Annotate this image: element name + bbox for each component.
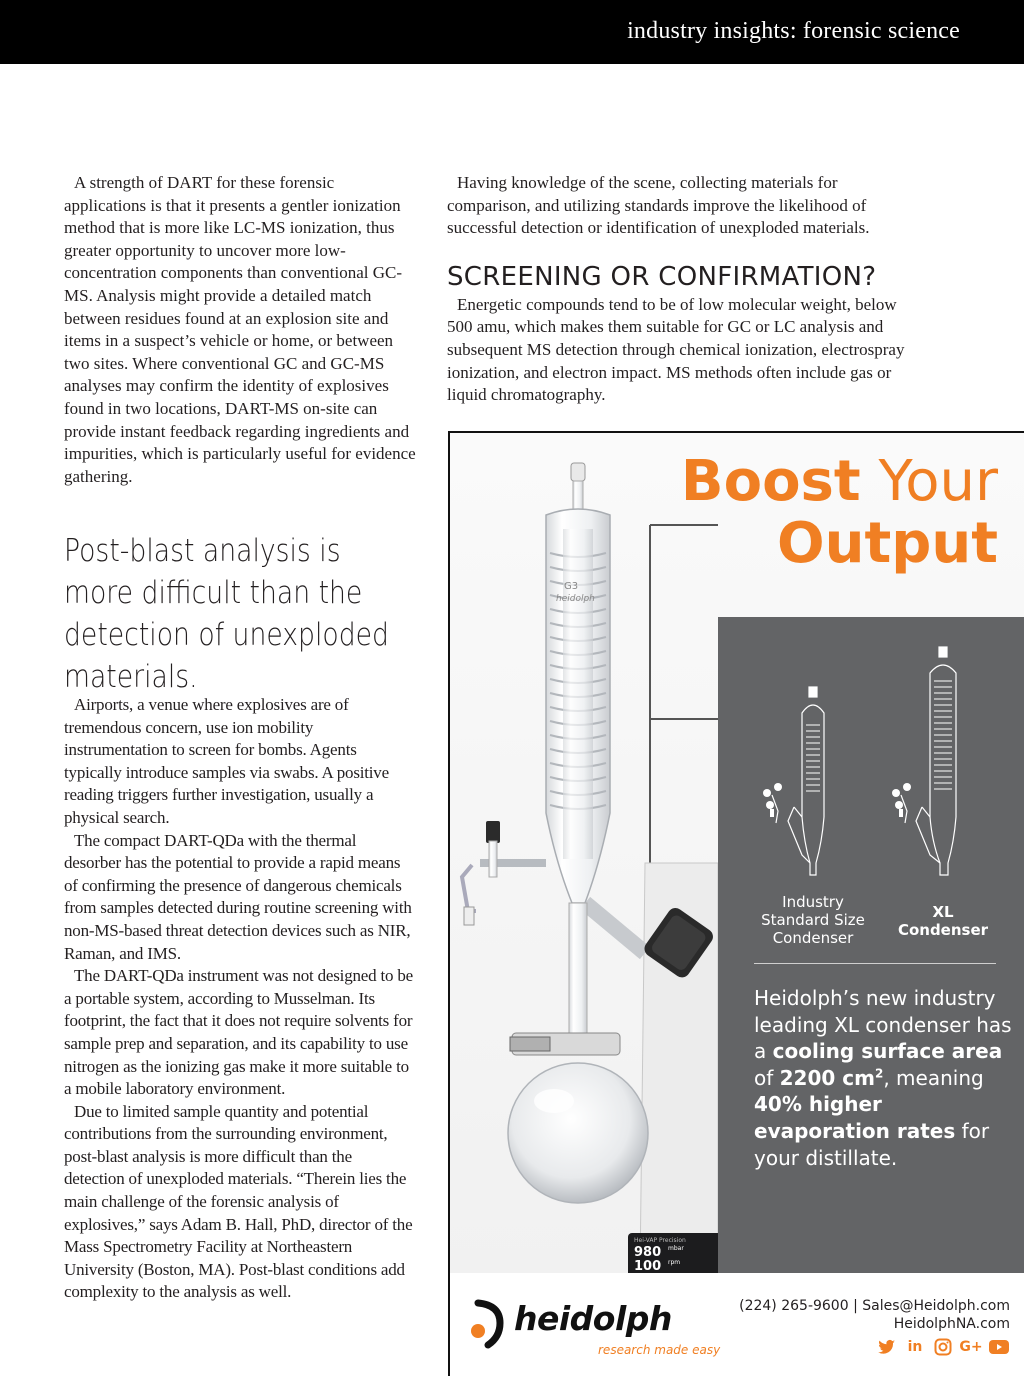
panel-description [754, 985, 1016, 1171]
pull-quote: Post-blast analysis is more difficult than the detection of unexploded materials. [64, 533, 389, 695]
panel-text-2: of [754, 1065, 774, 1090]
section-title: industry insights: forensic science [627, 18, 960, 44]
ad-footer [450, 1273, 1024, 1376]
panel-divider [754, 963, 996, 964]
panel-text-4: meaning [896, 1065, 984, 1090]
display-rpm: 100 [634, 1259, 662, 1273]
left-column-bottom [64, 694, 416, 1304]
body-paragraph: Due to limited sample quantity and potential contributions from the surrounding environment, post-blast analysis is more difficult than the detection of unexploded materials. “Therein lies the main challenge of the forensic analysis of explosives,” says Adam B. Hall, PhD, director of the Mass Spectrometry Facility at Northeastern University (Boston, MA). Post-blast conditions add complexity to the analysis as well. [64, 1101, 413, 1302]
display-pressure: 980 [634, 1245, 662, 1260]
panel-text-5: for your distillate. [754, 1118, 990, 1170]
body-paragraph: Having knowledge of the scene, collecting materials for comparison, and utilizing standards improve the likelihood of successful detection or identification of unexploded materials. [447, 173, 870, 238]
glass-label-g3: G3 [564, 581, 579, 592]
panel-text-sup: 2 [874, 1066, 884, 1081]
header-bar [0, 0, 1024, 64]
contact-line[interactable]: (224) 265-9600 | Sales@Heidolph.com [739, 1298, 1010, 1314]
logo-wordmark: heidolph [514, 1299, 672, 1338]
panel-text-3: , [883, 1065, 890, 1090]
website-link[interactable]: HeidolphNA.com [893, 1316, 1010, 1332]
headline-your: Your [878, 449, 998, 514]
comparison-panel [718, 617, 1024, 1273]
ad-headline [681, 451, 998, 575]
youtube-icon[interactable] [988, 1337, 1010, 1357]
display-title: Hei-VAP Precision [634, 1237, 686, 1244]
twitter-icon[interactable] [876, 1337, 898, 1357]
panel-text-bold-3: 40% higher evaporation rates [754, 1092, 956, 1143]
display-pressure-unit: mbar [668, 1245, 684, 1252]
heidolph-logo-mark-icon [470, 1299, 510, 1349]
device-display [628, 1233, 718, 1273]
body-paragraph: A strength of DART for these forensic applications is that it presents a gentler ionization method that is more like LC-MS ionization, thus greater opportunity to uncover more low-concentration components than conventional GC-MS. Analysis might provide a detailed match between residues found at an explosion site and items in a suspect’s vehicle or home, or between two sites. Where conventional GC and GC-MS analyses may confirm the identity of explosives found in two locations, DART-MS on-site can provide instant feedback regarding ingredients and impurities, which is particularly useful for evidence gathering. [64, 173, 416, 486]
body-paragraph: The DART-QDa instrument was not designed to be a portable system, according to Musselman. Its footprint, the fact that it does not require solvents for sample prep and separation, and its capability to use nitrogen as the ionizing gas make it more suitable to a mobile laboratory environment. [64, 966, 414, 1099]
social-icons [876, 1337, 1010, 1357]
headline-output: Output [777, 511, 998, 576]
panel-text-bold-2: 2200 cm [779, 1065, 875, 1090]
body-paragraph: The compact DART-QDa with the thermal desorber has the potential to provide a rapid means of confirming the presence of dangerous chemicals from samples detected during routine screening with non-MS-based threat detection devices such as NIR, Raman, and IMS. [64, 830, 412, 963]
linkedin-icon[interactable]: in [907, 1339, 923, 1355]
glass-label-brand: heidolph [556, 594, 595, 604]
logo-tagline: research made easy [598, 1343, 721, 1357]
panel-text-1: Heidolph’s new industry leading XL condenser has a [754, 986, 1012, 1064]
body-paragraph: Airports, a venue where explosives are of tremendous concern, use ion mobility instrumentation to screen for bombs. Agents typically introduce samples via swabs. A positive reading triggers further investigation, usually a physical search. [64, 695, 389, 827]
panel-text-bold-1: cooling surface area [772, 1039, 1003, 1064]
right-column [447, 172, 921, 407]
instagram-icon[interactable] [932, 1337, 954, 1357]
left-column-top [64, 172, 416, 488]
contact-info [739, 1297, 1010, 1333]
heidolph-advertisement[interactable] [448, 431, 1024, 1376]
headline-boost: Boost [680, 449, 861, 514]
section-heading: SCREENING OR CONFIRMATION? [447, 261, 877, 292]
label-xl-condenser: XL Condenser [897, 903, 989, 939]
google-plus-icon[interactable]: G+ [959, 1339, 983, 1355]
label-industry-condenser: Industry Standard Size Condenser [761, 893, 865, 947]
body-paragraph: Energetic compounds tend to be of low molecular weight, below 500 amu, which makes them suitable for GC or LC analysis and subsequent MS detection through chemical ionization, electrospray ionization, and electron impact. MS methods often include gas or liquid chromatography. [447, 294, 905, 405]
display-rpm-unit: rpm [668, 1259, 681, 1266]
